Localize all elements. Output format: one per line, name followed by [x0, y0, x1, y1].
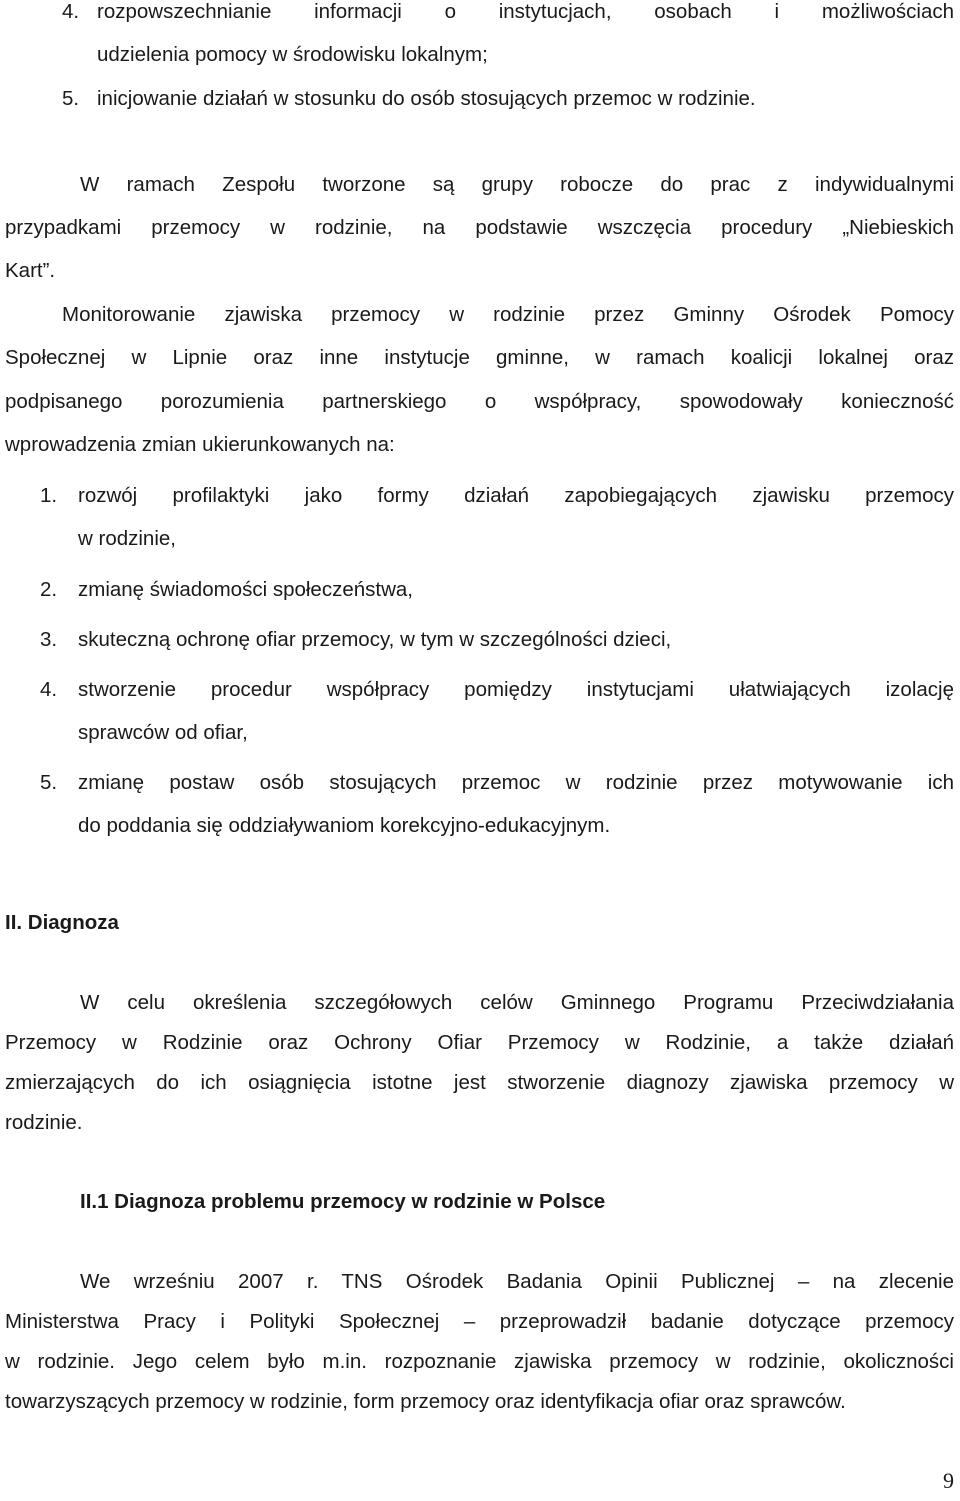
- paragraph-line: [80, 991, 954, 1015]
- paragraph-line: [5, 390, 954, 414]
- paragraph-line: [5, 1071, 954, 1095]
- paragraph-line: wprowadzenia zmian ukierunkowanych na:: [5, 433, 395, 456]
- paragraph-line: [80, 173, 954, 197]
- list-number: 3.: [40, 628, 58, 651]
- text-line: stworzenie procedur współpracy pomiędzy instytucjami ułatwiających izolację: [78, 678, 954, 701]
- paragraph-line: [5, 1310, 954, 1334]
- paragraph-line: rodzinie.: [5, 1111, 83, 1134]
- list-number: 2.: [40, 578, 58, 601]
- list-number: 5.: [40, 771, 58, 794]
- paragraph-line: [5, 216, 954, 240]
- list-item-text: [97, 0, 954, 24]
- list-item-text: [78, 771, 954, 795]
- paragraph-line: [5, 1350, 954, 1374]
- list-number: 4.: [62, 0, 80, 23]
- list-item-text: udzielenia pomocy w środowisku lokalnym;: [97, 43, 488, 66]
- paragraph-line: [80, 1270, 954, 1294]
- text-line: w rodzinie. Jego celem było m.in. rozpoznanie zjawiska przemocy w rodzinie, okoliczności: [5, 1350, 954, 1373]
- text-line: podpisanego porozumienia partnerskiego o współpracy, spowodowały konieczność: [5, 390, 954, 413]
- paragraph-line: [5, 346, 954, 370]
- text-line: rozwój profilaktyki jako formy działań zapobiegających zjawisku przemocy: [78, 484, 954, 507]
- paragraph-line: towarzyszących przemocy w rodzinie, form przemocy oraz identyfikacja ofiar oraz sprawców.: [5, 1390, 846, 1413]
- list-item-text: w rodzinie,: [78, 527, 176, 550]
- text-line: Monitorowanie zjawiska przemocy w rodzinie przez Gminny Ośrodek Pomocy: [62, 303, 954, 326]
- paragraph-line: [62, 303, 954, 327]
- text-line: Przemocy w Rodzinie oraz Ochrony Ofiar Przemocy w Rodzinie, a także działań: [5, 1031, 954, 1054]
- text-line: rozpowszechnianie informacji o instytucjach, osobach i możliwościach: [97, 0, 954, 23]
- section-heading: II. Diagnoza: [5, 911, 119, 934]
- subsection-heading: II.1 Diagnoza problemu przemocy w rodzinie w Polsce: [80, 1190, 606, 1213]
- text-line: zmierzających do ich osiągnięcia istotne jest stworzenie diagnozy zjawiska przemocy w: [5, 1071, 954, 1094]
- text-line: W ramach Zespołu tworzone są grupy robocze do prac z indywidualnymi: [80, 173, 954, 196]
- text-line: przypadkami przemocy w rodzinie, na podstawie wszczęcia procedury „Niebieskich: [5, 216, 954, 239]
- text-line: W celu określenia szczegółowych celów Gminnego Programu Przeciwdziałania: [80, 991, 954, 1014]
- list-item-text: inicjowanie działań w stosunku do osób stosujących przemoc w rodzinie.: [97, 87, 756, 110]
- list-item-text: do poddania się oddziaływaniom korekcyjno-edukacyjnym.: [78, 814, 611, 837]
- paragraph-line: Kart”.: [5, 259, 56, 282]
- list-item-text: [78, 484, 954, 508]
- page-number: 9: [943, 1468, 954, 1493]
- text-line: We wrześniu 2007 r. TNS Ośrodek Badania Opinii Publicznej – na zlecenie: [80, 1270, 954, 1293]
- paragraph-line: [5, 1031, 954, 1055]
- list-item-text: sprawców od ofiar,: [78, 721, 248, 744]
- list-number: 5.: [62, 87, 80, 110]
- list-number: 1.: [40, 484, 58, 507]
- list-item-text: [78, 678, 954, 702]
- list-item-text: zmianę świadomości społeczeństwa,: [78, 578, 413, 601]
- text-line: Ministerstwa Pracy i Polityki Społecznej – przeprowadził badanie dotyczące przemocy: [5, 1310, 954, 1333]
- text-line: zmianę postaw osób stosujących przemoc w rodzinie przez motywowanie ich: [78, 771, 954, 794]
- text-line: Społecznej w Lipnie oraz inne instytucje gminne, w ramach koalicji lokalnej oraz: [5, 346, 954, 369]
- list-number: 4.: [40, 678, 58, 701]
- list-item-text: skuteczną ochronę ofiar przemocy, w tym w szczególności dzieci,: [78, 628, 672, 651]
